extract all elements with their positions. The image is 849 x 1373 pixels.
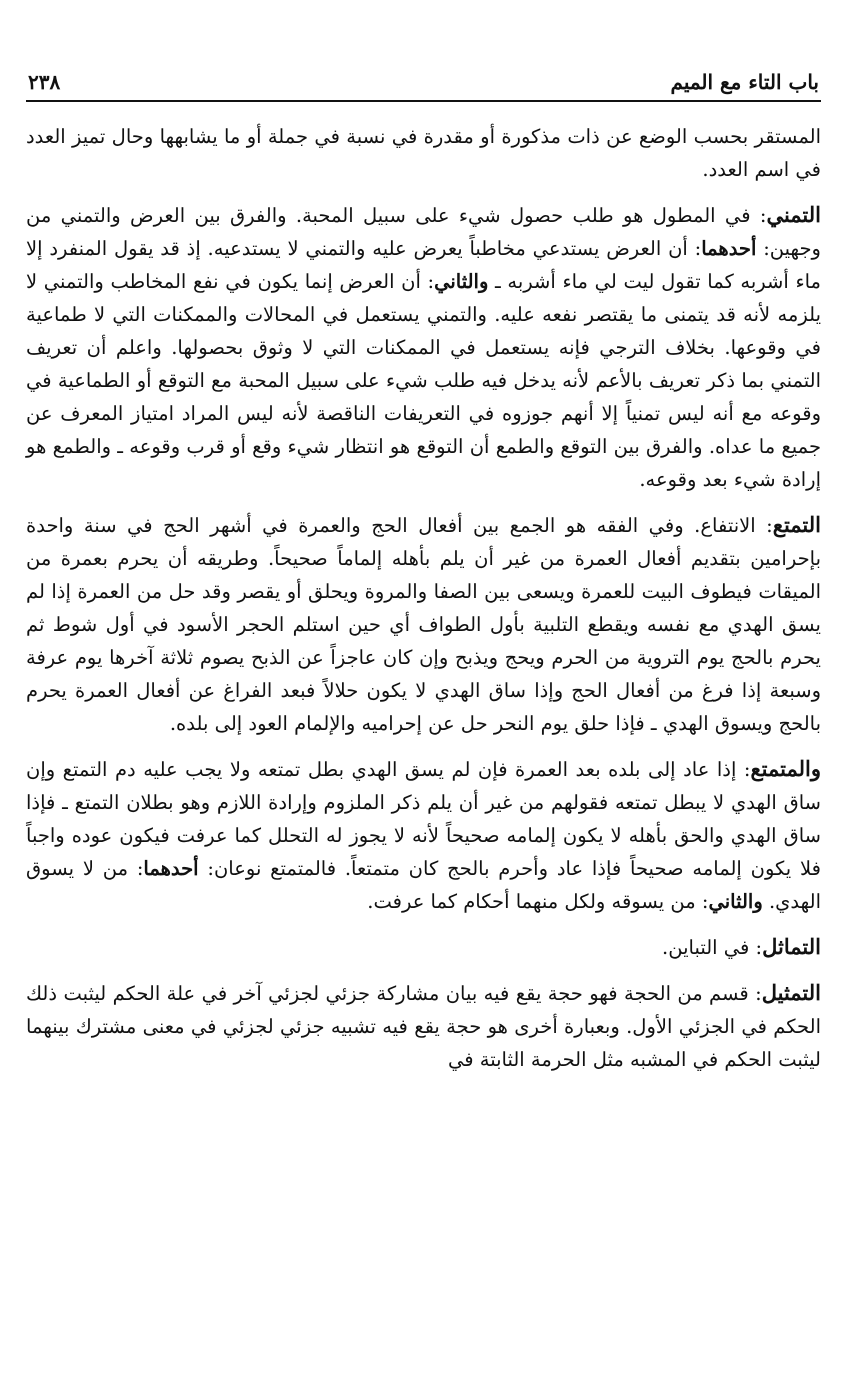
entry-term: التمثيل bbox=[761, 980, 821, 1005]
bold-marker: والثاني bbox=[708, 890, 763, 913]
text-body bbox=[26, 120, 821, 1076]
bold-marker: أحدهما bbox=[143, 857, 199, 880]
entry-term: التماثل bbox=[762, 934, 821, 959]
running-title: باب التاء مع الميم bbox=[670, 70, 819, 94]
entry-term: التمتع bbox=[772, 512, 821, 537]
entry-text: : أن العرض يستدعي مخاطباً يعرض عليه والتمني لا يستدعيه. إذ قد يقول المنفرد إلا ماء أشربه كما تقول ليت لي ماء أشربه ـ bbox=[26, 237, 821, 293]
entry-term: التمني bbox=[766, 202, 821, 227]
page-number: ٢٣٨ bbox=[28, 70, 61, 94]
entry-text: : أن العرض إنما يكون في نفع المخاطب والتمني لا يلزمه لأنه قد يتمنى ما يقتصر نفعه عليه. والتمني يستعمل في المحالات والممكنات التي لا طماعية في وقوعها. بخلاف الترجي فإنه يستعمل في الممكنات التي لا وثوق بحصولها. واعلم أن تعريف التمني بما ذكر تعريف بالأعم لأنه يدخل فيه طلب شيء على سبيل المحبة مع التوقع أو الطماعية في وقوعه مع أنه ليس تمنياً إلا أنهم جوزوه في التعريفات الناقصة لأنه ليس المراد امتياز المعرف عن جميع ما عداه. والفرق بين التوقع والطمع أن التوقع هو انتظار شيء وقع أو قرب وقوعه ـ والطمع هو إرادة شيء بعد وقوعه. bbox=[26, 270, 821, 491]
entry-tamanni bbox=[26, 198, 821, 496]
entry-tamattu bbox=[26, 508, 821, 740]
entry-text: : في التباين. bbox=[662, 936, 763, 959]
entry-text: : قسم من الحجة فهو حجة يقع فيه بيان مشاركة جزئي لجزئي آخر في علة الحكم ليثبت ذلك الحكم في الجزئي الأول. وبعبارة أخرى هو حجة يقع فيه تشبيه جزئي لجزئي في معنى مشترك بينهما ليثبت الحكم في المشبه مثل الحرمة الثابتة في bbox=[26, 982, 821, 1071]
entry-tamathul bbox=[26, 930, 821, 964]
entry-text: : إذا عاد إلى بلده بعد العمرة فإن لم يسق الهدي بطل تمتعه ولا يجب عليه دم التمتع وإن ساق الهدي لا يبطل تمتعه فقولهم من غير أن يلم ذكر الملزوم وإرادة اللازم وهو بطلان التمتع ـ فإذا ساق الهدي والحق بأهله لا يكون إلمامه صحيحاً لأنه لا يجوز له التحلل كما عرفت فيكون عوده واجباً فلا يكون إلمامه صحيحاً فإذا عاد وأحرم بالحج كان متمتعاً. فالمتمتع نوعان: bbox=[26, 758, 821, 880]
paragraph-continuation bbox=[26, 120, 821, 186]
entry-mutamatti bbox=[26, 752, 821, 918]
bold-marker: أحدهما bbox=[701, 237, 757, 260]
entry-text: : في المطول هو طلب حصول شيء على سبيل المحبة. والفرق بين العرض والتمني من وجهين: bbox=[26, 204, 821, 260]
entry-term: والمتمتع bbox=[750, 756, 821, 781]
entry-tamthil bbox=[26, 976, 821, 1076]
page-header bbox=[26, 58, 821, 102]
entry-text: : الانتفاع. وفي الفقه هو الجمع بين أفعال الحج والعمرة في أشهر الحج في سنة واحدة بإحرامين بتقديم أفعال العمرة من غير أن يلم بأهله إلماماً صحيحاً. وطريقه أن يحرم بعمرة من الميقات فيطوف البيت للعمرة ويسعى بين الصفا والمروة ويحلق أو يقصر وقد حل من العمرة إذا لم يسق الهدي مع نفسه ويقطع التلبية بأول الطواف أي حين استلم الحجر الأسود في أول شوط ثم يحرم بالحج يوم التروية من الحرم ويحج ويذبح وإن كان عاجزاً عن الذبح يصوم ثلاثة آخرها يوم عرفة وسبعة إذا فرغ من أفعال الحج وإذا ساق الهدي لا يكون حلالاً فبعد الفراغ عن أفعال العمرة يحرم بالحج ويسوق الهدي ـ فإذا حلق يوم النحر حل عن إحراميه والإلمام العود إلى بلده. bbox=[26, 514, 821, 735]
entry-text: : من لا يسوق الهدي. bbox=[26, 857, 821, 913]
bold-marker: والثاني bbox=[434, 270, 489, 293]
entry-text: : من يسوقه ولكل منهما أحكام كما عرفت. bbox=[367, 890, 709, 913]
paragraph-text: المستقر بحسب الوضع عن ذات مذكورة أو مقدرة في نسبة في جملة أو ما يشابهها وحال تميز العدد في اسم العدد. bbox=[26, 125, 821, 181]
